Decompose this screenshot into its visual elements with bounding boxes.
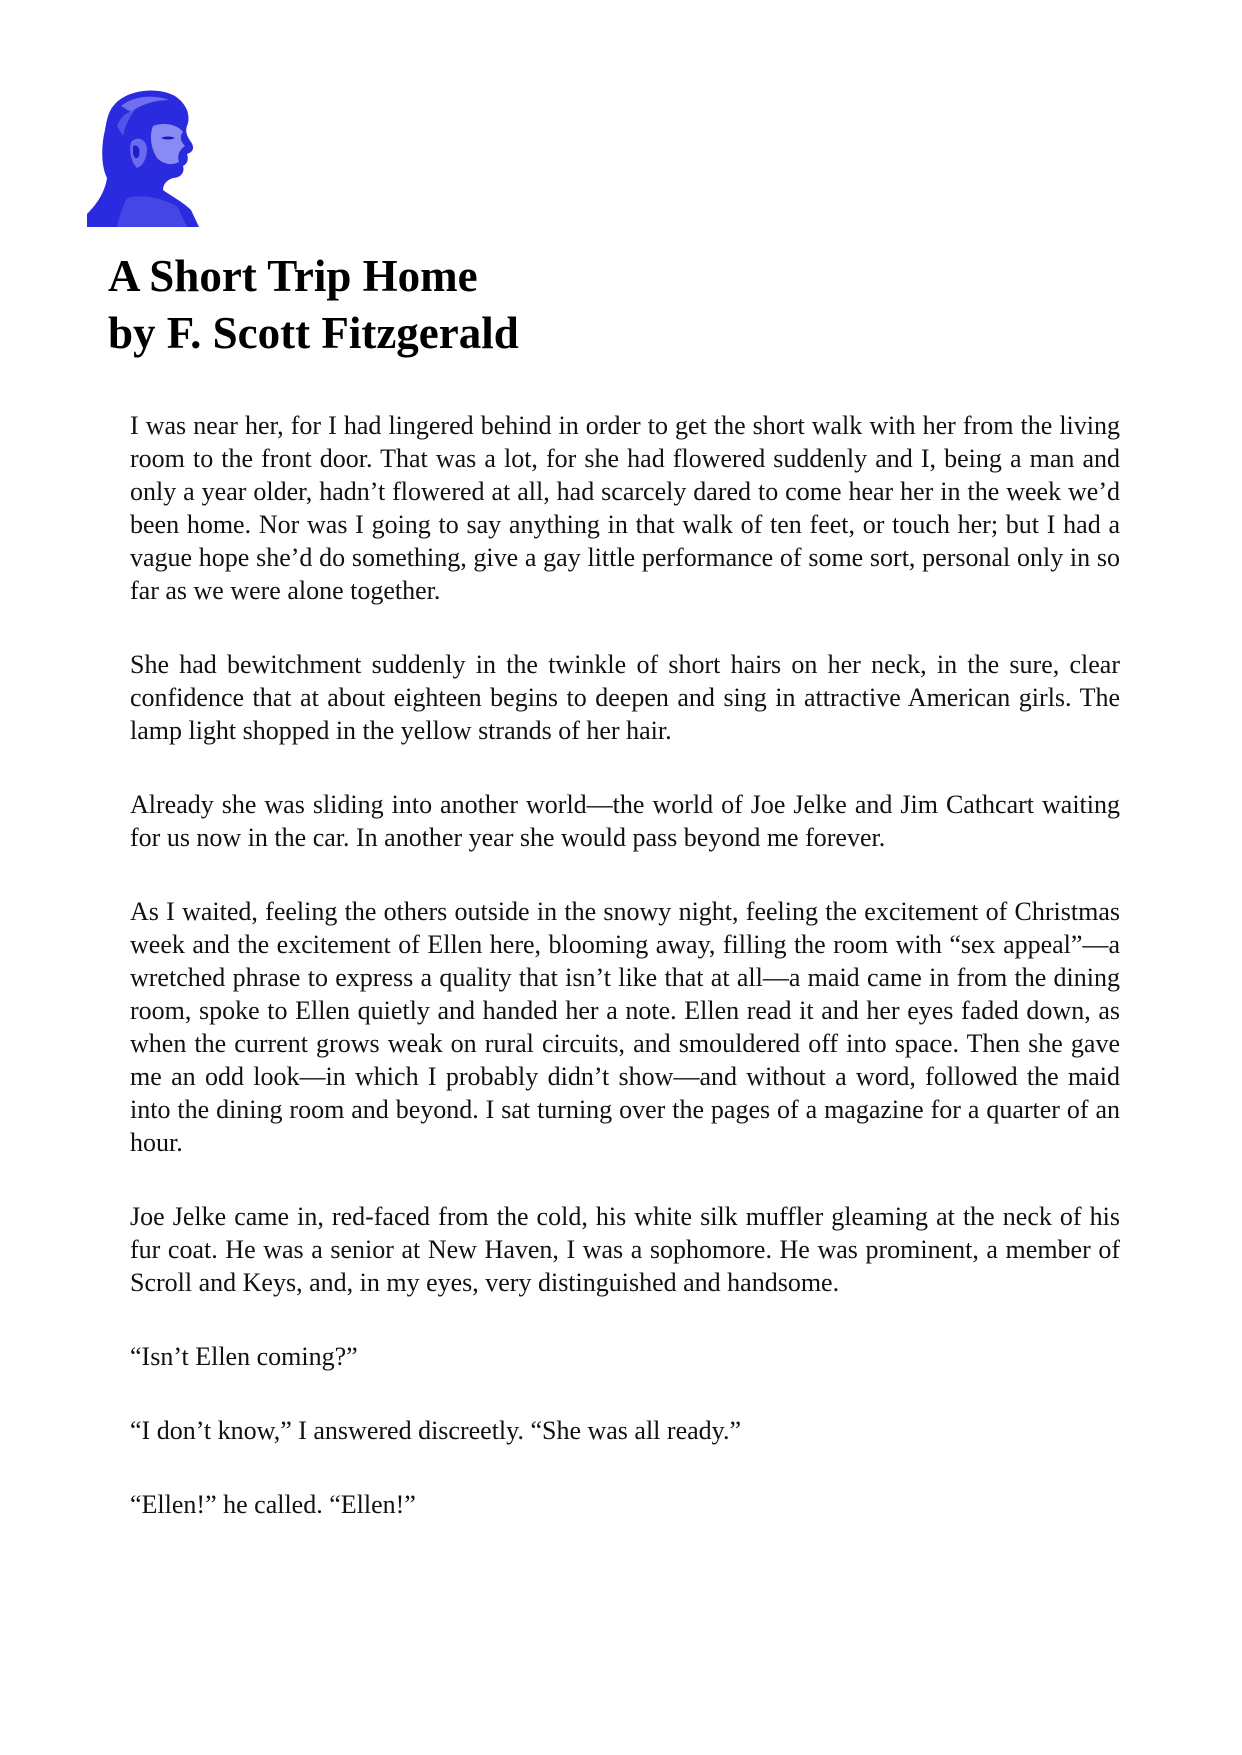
dialogue-line: “Isn’t Ellen coming?”	[130, 1342, 358, 1371]
paragraph: Already she was sliding into another world—the world of Joe Jelke and Jim Cathcart waiting for us now in the car. In another year she would pass beyond me forever.	[130, 790, 1120, 852]
paragraph: As I waited, feeling the others outside in the snowy night, feeling the excitement of Christmas week and the excitement of Ellen here, blooming away, filling the room with “sex appeal”—a wretched phrase to express a quality that isn’t like that at all—a maid came in from the dining room, spoke to Ellen quietly and handed her a note. Ellen read it and her eyes faded down, as when the current grows weak on rural circuits, and smouldered off into space. Then she gave me an odd look—in which I probably didn’t show—and without a word, followed the maid into the dining room and beyond. I sat turning over the pages of a magazine for a quarter of an hour.	[130, 897, 1120, 1157]
author-portrait	[87, 86, 199, 227]
story-body	[130, 409, 1120, 1562]
dialogue-line: “I don’t know,” I answered discreetly. “She was all ready.”	[130, 1416, 741, 1445]
title-line: A Short Trip Home	[108, 251, 478, 301]
paragraph: She had bewitchment suddenly in the twinkle of short hairs on her neck, in the sure, clear confidence that at about eighteen begins to deepen and sing in attractive American girls. The lamp light shopped in the yellow strands of her hair.	[130, 650, 1120, 745]
paragraph: I was near her, for I had lingered behind in order to get the short walk with her from the living room to the front door. That was a lot, for she had flowered suddenly and I, being a man and only a year older, hadn’t flowered at all, had scarcely dared to come hear her in the week we’d been home. Nor was I going to say anything in that walk of ten feet, or touch her; but I had a vague hope she’d do something, give a gay little performance of some sort, personal only in so far as we were alone together.	[130, 411, 1120, 605]
paragraph: Joe Jelke came in, red-faced from the cold, his white silk muffler gleaming at the neck of his fur coat. He was a senior at New Haven, I was a sophomore. He was prominent, a member of Scroll and Keys, and, in my eyes, very distinguished and handsome.	[130, 1202, 1120, 1297]
dialogue-line: “Ellen!” he called. “Ellen!”	[130, 1490, 416, 1519]
document-title	[108, 248, 519, 362]
byline: by F. Scott Fitzgerald	[108, 308, 519, 358]
author-portrait-icon	[87, 86, 199, 227]
